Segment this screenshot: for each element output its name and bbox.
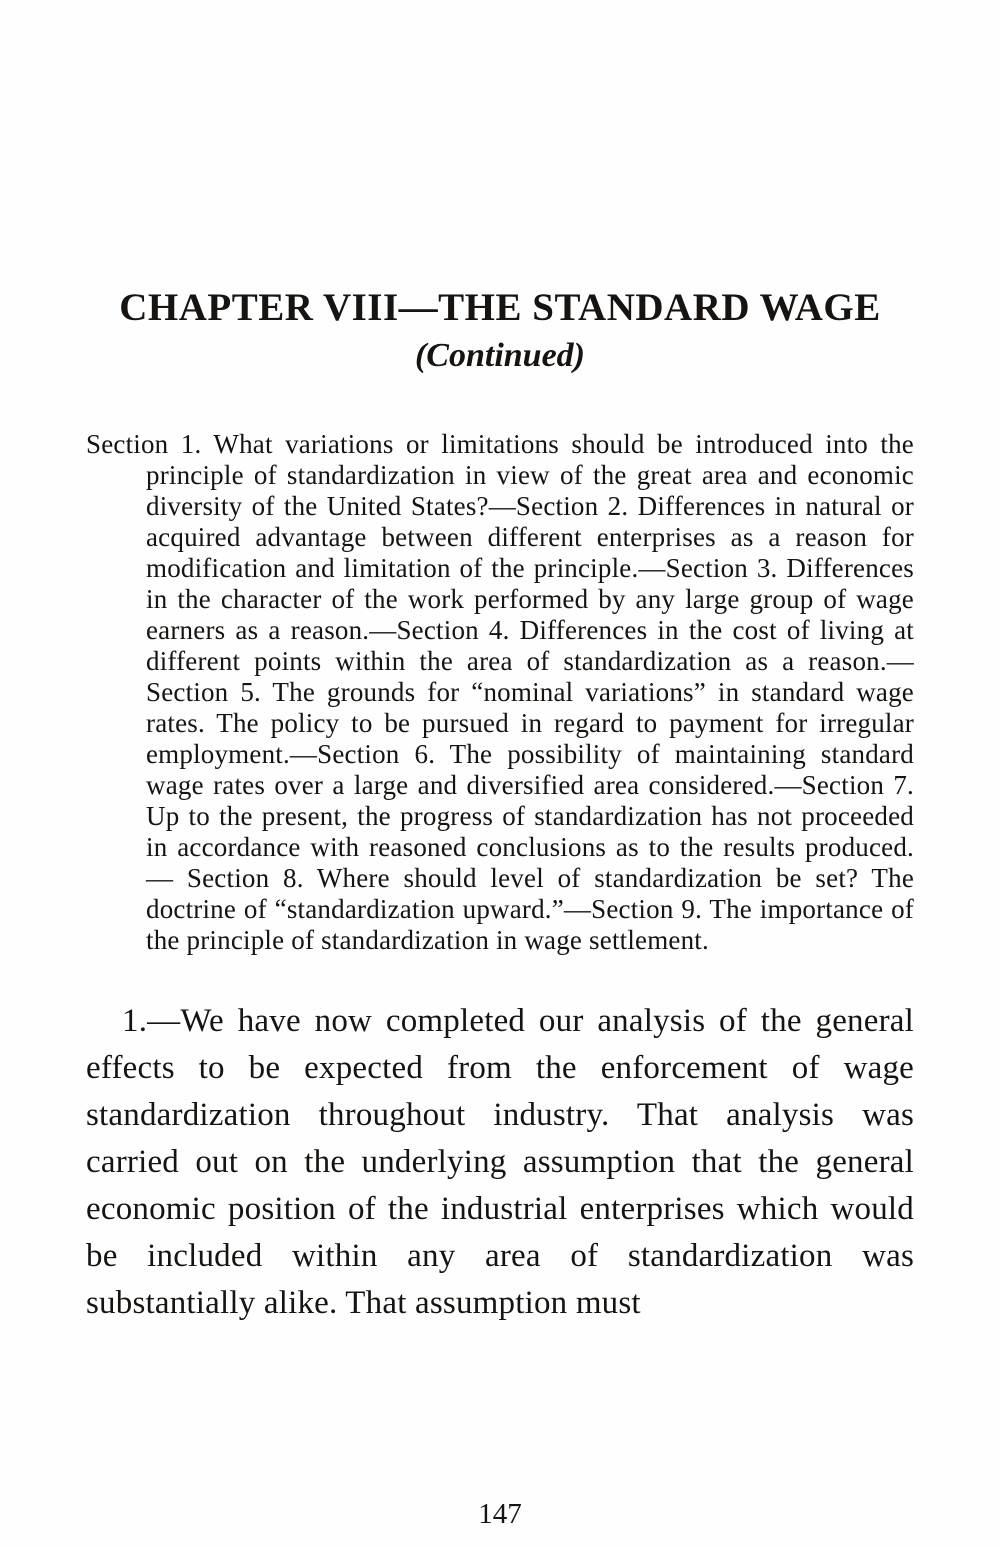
chapter-title: CHAPTER VIII—THE STANDARD WAGE bbox=[119, 286, 881, 329]
chapter-subtitle: (Continued) bbox=[414, 336, 586, 374]
body-paragraph: 1.—We have now completed our analysis of the general effects to be expected from the enforcement of wage standardization throughout industry. That analysis was carried out on the underlying assumption that the general economic position of the industrial enterprises which would be included within any area of standardization was substantially alike. That assumption must bbox=[86, 1002, 914, 1321]
page-number: 147 bbox=[478, 1498, 522, 1530]
chapter-summary: Section 1. What variations or limitations should be introduced into the principle of standardization in view of the great area and economic diversity of the United States?—Section 2. Differences in natural or acquired advantage between different enterprises as a reason for modification and limitation of the principle.—Section 3. Differences in the character of the work performed by any large group of wage earners as a reason.—Section 4. Differences in the cost of living at different points within the area of standardization as a reason.—Section 5. The grounds for “nominal variations” in standard wage rates. The policy to be pursued in regard to payment for irregular employment.—Section 6. The possibility of maintaining standard wage rates over a large and diversified area considered.—Section 7. Up to the present, the progress of standardization has not proceeded in accordance with reasoned conclusions as to the results produced.— Section 8. Where should level of standardization be set? The doctrine of “standardization upward.”—Section 9. The importance of the principle of standardization in wage settlement. bbox=[86, 428, 914, 955]
